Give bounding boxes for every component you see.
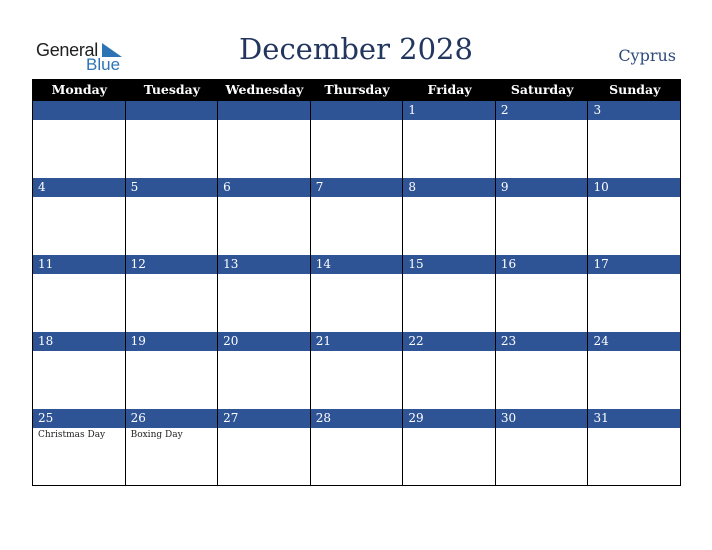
day-number: 21: [311, 332, 404, 351]
day-cells: [33, 120, 681, 178]
day-cell: [33, 120, 126, 178]
day-cell: [126, 351, 219, 409]
day-number: [126, 101, 219, 120]
day-number: 12: [126, 255, 219, 274]
day-number: 9: [496, 178, 589, 197]
day-number: 24: [588, 332, 681, 351]
day-number: 4: [33, 178, 126, 197]
weekday-tuesday: Tuesday: [143, 82, 201, 97]
day-cell: [403, 120, 496, 178]
country-label: Cyprus: [618, 46, 676, 65]
day-number: 7: [311, 178, 404, 197]
day-number: 3: [588, 101, 681, 120]
day-cell: [126, 197, 219, 255]
day-cell: [218, 428, 311, 486]
day-number: 23: [496, 332, 589, 351]
date-bar: [33, 332, 681, 351]
day-cell: [588, 274, 681, 332]
day-number: 18: [33, 332, 126, 351]
day-number: 20: [218, 332, 311, 351]
page-title: December 2028: [239, 32, 473, 66]
day-cell: [496, 197, 589, 255]
day-number: 26: [126, 409, 219, 428]
day-number: 1: [403, 101, 496, 120]
calendar-week: [33, 332, 681, 409]
day-number: [218, 101, 311, 120]
logo-word-general: General: [36, 40, 98, 60]
day-number: 22: [403, 332, 496, 351]
day-number: 15: [403, 255, 496, 274]
day-number: 5: [126, 178, 219, 197]
day-number: 11: [33, 255, 126, 274]
day-cell: [588, 428, 681, 486]
weekday-saturday: Saturday: [510, 82, 574, 97]
day-cell: [33, 197, 126, 255]
day-cell: [311, 351, 404, 409]
day-cell: [496, 428, 589, 486]
day-number: 27: [218, 409, 311, 428]
day-number: 17: [588, 255, 681, 274]
day-cell: [496, 120, 589, 178]
logo-word-blue: Blue: [86, 55, 121, 74]
weekday-thursday: Thursday: [324, 82, 390, 97]
day-number: 28: [311, 409, 404, 428]
day-number: 13: [218, 255, 311, 274]
day-number: 6: [218, 178, 311, 197]
calendar-weeks: [33, 101, 681, 486]
day-cells: [33, 274, 681, 332]
date-bar: [33, 255, 681, 274]
day-cell: [588, 197, 681, 255]
day-cell: [496, 274, 589, 332]
weekday-wednesday: Wednesday: [225, 82, 304, 97]
day-number: 8: [403, 178, 496, 197]
day-cell: [33, 428, 126, 486]
day-cell: [311, 274, 404, 332]
day-number: 29: [403, 409, 496, 428]
day-cells: [33, 351, 681, 409]
day-number: 30: [496, 409, 589, 428]
holiday-label: Christmas Day: [38, 430, 106, 440]
day-cell: [588, 120, 681, 178]
day-cell: [218, 197, 311, 255]
calendar-week: [33, 409, 681, 486]
day-cell: [311, 428, 404, 486]
day-number: 2: [496, 101, 589, 120]
weekday-sunday: Sunday: [609, 82, 661, 97]
day-cell: [33, 351, 126, 409]
day-cells: [33, 428, 681, 486]
day-cell: [588, 351, 681, 409]
date-bar: [33, 409, 681, 428]
day-cell: [126, 274, 219, 332]
day-cell: [403, 197, 496, 255]
day-number: [311, 101, 404, 120]
day-number: 16: [496, 255, 589, 274]
holiday-label: Boxing Day: [130, 430, 183, 440]
date-bar: [33, 101, 681, 120]
day-cell: [403, 428, 496, 486]
day-number: 31: [588, 409, 681, 428]
day-cell: [496, 351, 589, 409]
day-number: 19: [126, 332, 219, 351]
calendar-week: [33, 101, 681, 178]
day-cell: [311, 120, 404, 178]
weekday-friday: Friday: [427, 82, 472, 97]
date-bar: [33, 178, 681, 197]
weekday-header: [33, 79, 681, 101]
day-cells: [33, 197, 681, 255]
day-cell: [403, 351, 496, 409]
day-cell: [218, 120, 311, 178]
day-cell: [218, 274, 311, 332]
day-number: 14: [311, 255, 404, 274]
day-cell: [218, 351, 311, 409]
calendar-grid: [32, 79, 681, 486]
day-number: [33, 101, 126, 120]
day-number: 25: [33, 409, 126, 428]
day-cell: [126, 120, 219, 178]
calendar-week: [33, 178, 681, 255]
calendar-week: [33, 255, 681, 332]
day-cell: [33, 274, 126, 332]
weekday-monday: Monday: [51, 82, 107, 97]
day-cell: [403, 274, 496, 332]
day-cell: [126, 428, 219, 486]
day-cell: [311, 197, 404, 255]
day-number: 10: [588, 178, 681, 197]
